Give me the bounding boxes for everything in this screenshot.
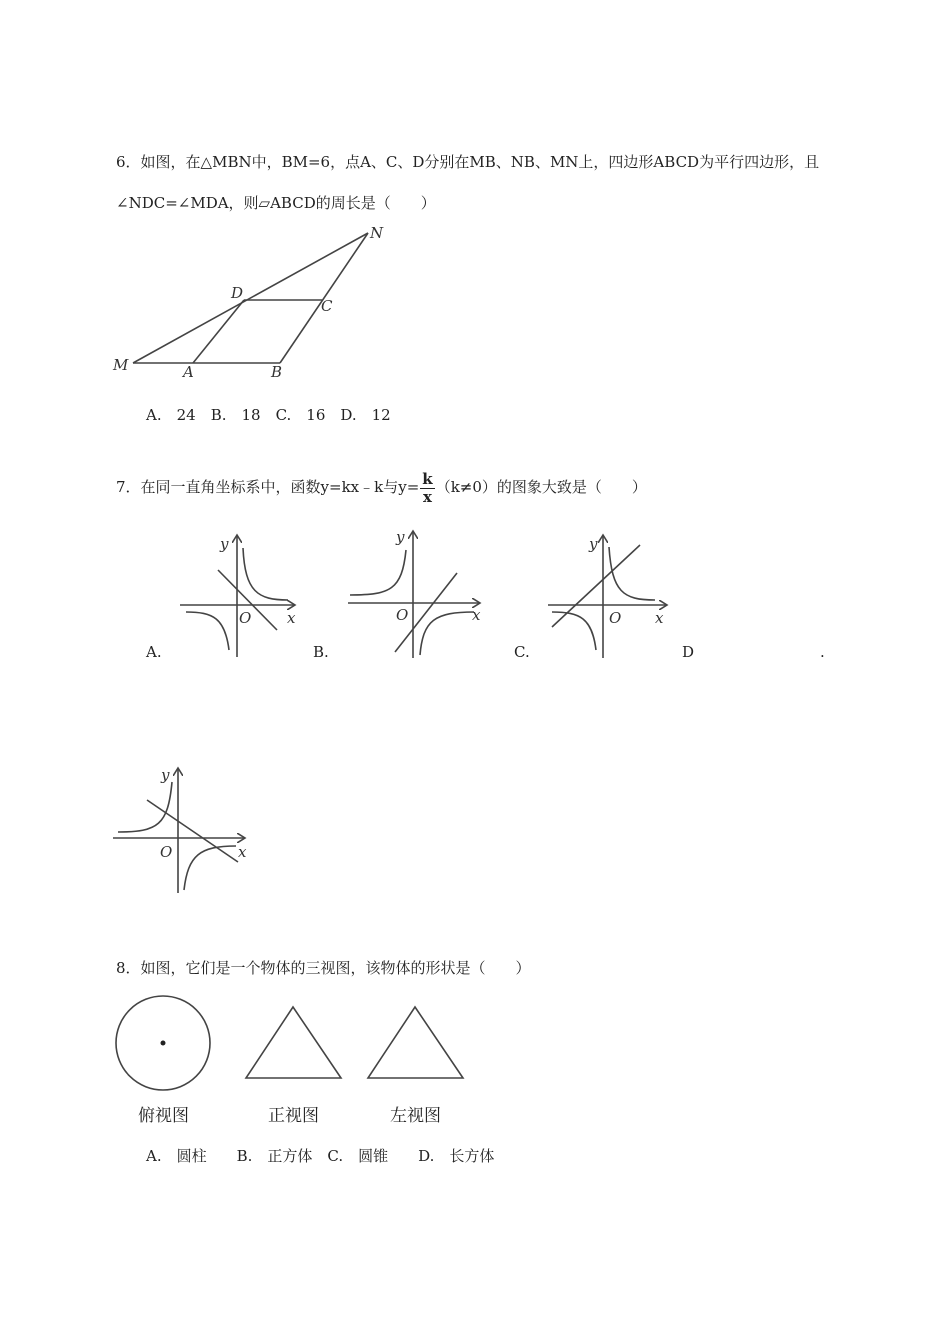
q7-c-origin: O	[609, 609, 622, 627]
q7-option-a: A.	[146, 643, 162, 661]
q7-frac-num: k	[422, 469, 433, 488]
q6-text-line1: 6．如图，在△MBN中，BM=6，点A、C、D分别在MB、NB、MN上，四边形ABCD为平行四边形，且	[116, 153, 820, 171]
q7-option-c: C.	[514, 643, 530, 661]
q8-text: 8．如图，它们是一个物体的三视图，该物体的形状是（ ）	[116, 959, 531, 977]
q7-d-origin: O	[160, 843, 173, 861]
q8-top-view-dot	[161, 1041, 166, 1046]
q8-label-top-view: 俯视图	[138, 1106, 189, 1126]
q7-b-axis-x: x	[472, 606, 481, 624]
q7-b-axis-y: y	[396, 528, 405, 546]
q7-prefix: 7．在同一直角坐标系中，函数y=kx﹣k与y=	[116, 478, 420, 496]
q7-d-axis-y: y	[161, 766, 170, 784]
q6-label-c: C	[321, 297, 333, 315]
q7-option-b: B.	[313, 643, 329, 661]
q6-label-d: D	[231, 284, 244, 302]
q8-label-left-view: 左视图	[390, 1106, 441, 1126]
q7-frac-den: x	[423, 487, 432, 506]
q7-c-axis-y: y	[589, 535, 598, 553]
q7-b-origin: O	[396, 606, 409, 624]
q8-left-view-triangle	[368, 1007, 463, 1078]
q6-label-a: A	[183, 363, 194, 381]
q7-d-axis-x: x	[238, 843, 247, 861]
q6-text-line2: ∠NDC=∠MDA，则▱ABCD的周长是（ ）	[116, 194, 436, 212]
q8-label-front-view: 正视图	[268, 1106, 319, 1126]
q7-a-origin: O	[239, 609, 252, 627]
q6-options: A. 24 B. 18 C. 16 D. 12	[146, 406, 391, 424]
q7-suffix: （k≠0）的图象大致是（ ）	[435, 478, 647, 496]
q6-label-n: N	[370, 224, 384, 242]
q7-option-d: D	[682, 643, 695, 661]
q7-c-axis-x: x	[655, 609, 664, 627]
q6-label-m: M	[113, 356, 129, 374]
q7-option-d-period: .	[820, 643, 825, 661]
q7-a-axis-x: x	[287, 609, 296, 627]
q8-front-view-triangle	[246, 1007, 341, 1078]
q7-a-axis-y: y	[220, 535, 229, 553]
q6-label-b: B	[271, 363, 283, 381]
q8-options: A. 圆柱 B. 正方体 C. 圆锥 D. 长方体	[146, 1147, 495, 1165]
